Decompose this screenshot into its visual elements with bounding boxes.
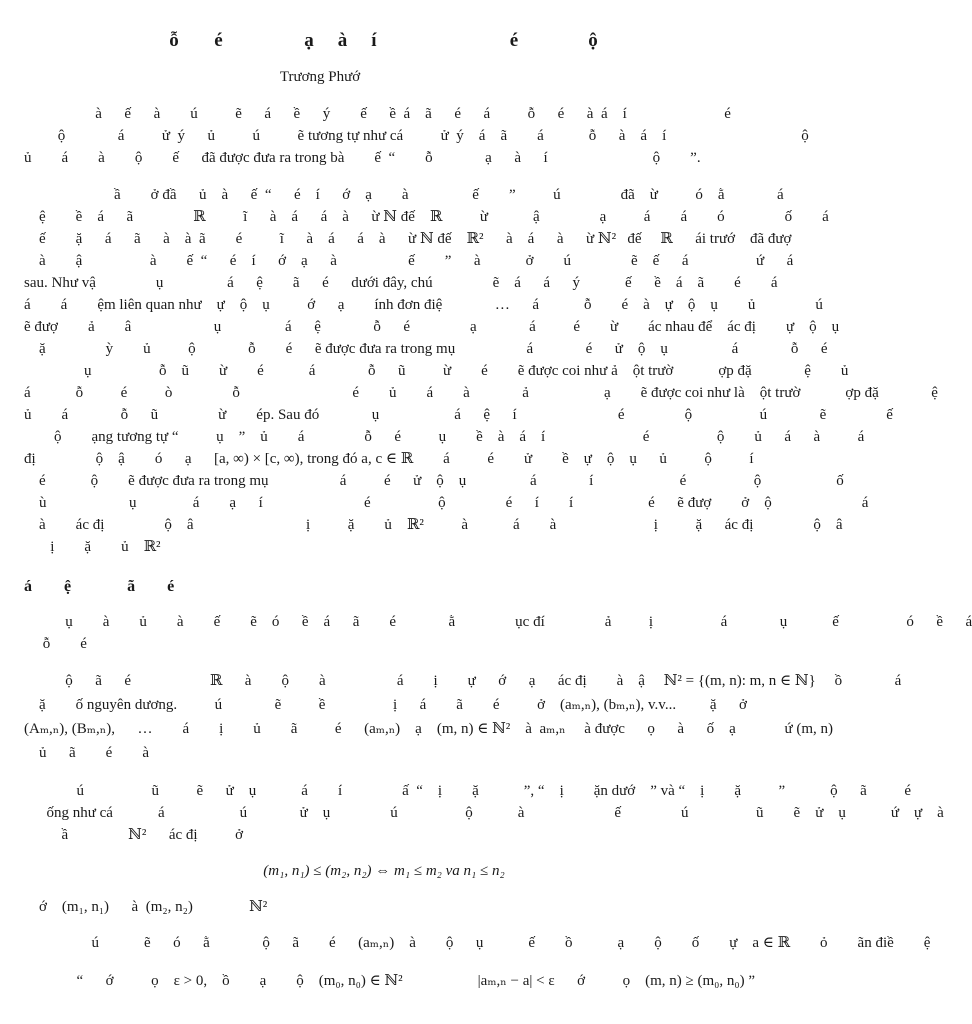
text-line: ầ ℕ² ác đị ở — [24, 827, 244, 843]
text-line: ế ặ á ã à à ã é ĩ à á á à ừ ℕ đế ℝ² à á à ừ ℕ² đế ℝ ái trướ đã đượ — [24, 231, 792, 247]
text-line: ỗ é — [24, 636, 87, 652]
text-line: é ộ ẽ được đưa ra trong mụ á é ử ộ ụ á í é ộ ố — [24, 473, 844, 489]
author-name: Trương Phướ — [279, 69, 361, 85]
text-line: ống như cá á ú ử ụ ú ộ à ế ú ũ ẽ ử ụ ứ ự à — [24, 805, 944, 821]
text-line: ụ ỗ ũ ừ é á ỗ ũ ừ é ẽ được coi như ả ột trườ ợp đặ ệ ủ — [24, 363, 849, 379]
text-line: ặ ỳ ủ ộ ỗ é ẽ được đưa ra trong mụ á é ử ộ ụ á ỗ é — [24, 341, 828, 357]
order-formula: (m₁, n₁) ≤ (m₂, n₂) ⇔ m₁ ≤ m₂ va n₁ ≤ n₂ — [263, 863, 505, 879]
text-line: ớ (m₁, n₁) à (m₂, n₂) ℕ² — [24, 899, 268, 915]
text-line: ù ụ á ạ í é ộ é í í é ẽ đượ ở ộ á — [24, 495, 869, 511]
text-line: ặ ố nguyên dương. ú ẽ ề ị á ã é ở (aₘ,ₙ), (bₘ,ₙ), v.v... ặ ở — [24, 697, 747, 713]
text-line: à ế à ú ẽ á ề ý ế ề á ã é á ỗ é à á í é — [24, 106, 731, 122]
document-title: ỗ é ạ à í é ộ — [169, 30, 599, 51]
text-line: ộ á ử ý ủ ú ẽ tương tự như cá ử ý á ã á ỗ à á í ộ — [24, 128, 809, 144]
text-line: ầ ở đầ ủ à ế “ é í ớ ạ à ế ” ú đã ừ ó ằ á — [24, 187, 784, 203]
text-line: à ậ à ế “ é í ớ ạ à ế ” à ở ú ẽ ế á ứ á — [24, 253, 794, 269]
text-line: á ỗ é ò ỗ é ủ á à ả ạ ẽ được coi như là ột trườ ợp đặ ệ — [24, 385, 938, 401]
text-line: (Aₘ,ₙ), (Bₘ,ₙ), … á ị ủ ã é (aₘ,ₙ) ạ (m, n) ∈ ℕ² à aₘ,ₙ à được ọ à ố ạ ứ (m, n) — [24, 721, 834, 737]
text-line: ú ũ ẽ ử ụ á í ấ “ ị ặ ”, “ ị ặn dướ ” và “ ị ặ ” ộ ã é — [24, 783, 911, 799]
text-line: ộ ạng tương tự “ ụ ” ủ á ỗ é ụ ề à á í é ộ ủ á à á — [24, 429, 865, 445]
text-line: ủ á ỗ ũ ừ ép. Sau đó ụ á ệ í é ộ ú ẽ ế — [24, 407, 893, 423]
section-heading: á ệ ã é — [24, 578, 175, 595]
text-line: á á ệm liên quan như ự ộ ụ ớ ạ ính đơn điệ … á ỗ é à ự ộ ụ ủ ú — [24, 297, 823, 313]
text-line: sau. Như vậ ụ á ệ ã é dưới đây, chú ẽ á á ý ế ề á ã é á — [24, 275, 778, 291]
text-line: ệ ề á ã ℝ ĩ à á á à ừ ℕ đế ℝ ừ ậ ạ á á ó ố á — [24, 209, 829, 225]
text-line: đị ộ ậ ó ạ [a, ∞) × [c, ∞), trong đó a, c ∈ ℝ á é ử ề ự ộ ụ ủ ộ í — [24, 451, 754, 467]
text-line: ủ á à ộ ế đã được đưa ra trong bà ế “ ỗ ạ à í ộ ”. — [24, 150, 701, 166]
text-line: ẽ đượ ả â ụ á ệ ỗ é ạ á é ừ ác nhau để ác đị ự ộ ụ — [24, 319, 840, 335]
text-line: “ ớ ọ ε > 0, ồ ạ ộ (m₀, n₀) ∈ ℕ² |aₘ,ₙ − a| < ε ớ ọ (m, n) ≥ (m₀, n₀) ” — [24, 973, 756, 989]
text-line: ú ẽ ó ằ ộ ã é (aₘ,ₙ) à ộ ụ ế ồ ạ ộ ố ự a ∈ ℝ ỏ ãn điề ệ — [24, 935, 931, 951]
text-line: ộ ã é ℝ à ộ à á ị ự ớ ạ ác đị à ậ ℕ² = {(m, n): m, n ∈ ℕ} ồ á — [24, 673, 902, 689]
text-line: ị ặ ủ ℝ² — [24, 539, 161, 555]
text-line: à ác đị ộ â ị ặ ủ ℝ² à á à ị ặ ác đị ộ â — [24, 517, 843, 533]
text-line: ủ ã é à — [24, 745, 149, 761]
text-line: ụ à ủ à ế ẽ ó ề á ã é ằ ục đí ả ị á ụ ế ó ề á — [24, 614, 972, 630]
